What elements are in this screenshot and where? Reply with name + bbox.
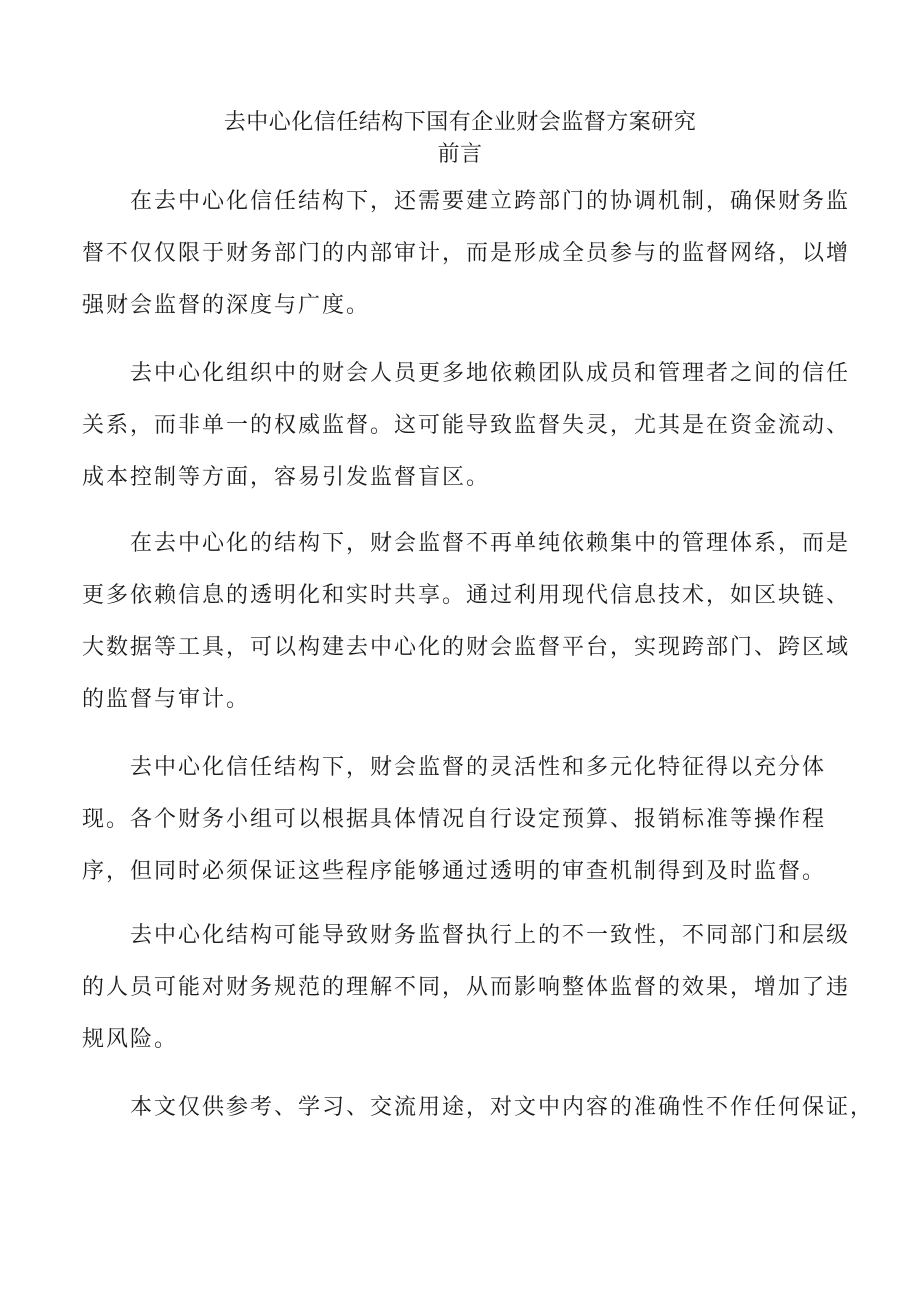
paragraph-line: 的监督与审计。 (82, 687, 251, 712)
paragraph-line: 去中心化结构可能导致财务监督执行上的不一致性，不同部门和层级 (130, 923, 851, 948)
paragraph-line: 现。各个财务小组可以根据具体情况自行设定预算、报销标准等操作程 (82, 807, 827, 832)
paragraph (82, 910, 850, 1066)
paragraph-line: 的人员可能对财务规范的理解不同，从而影响整体监督的效果，增加了违 (82, 975, 851, 1000)
paragraph-line: 去中心化信任结构下，财会监督的灵活性和多元化特征得以充分体 (130, 755, 827, 780)
document-title: 去中心化信任结构下国有企业财会监督方案研究 (223, 110, 697, 135)
paragraph-line: 去中心化组织中的财会人员更多地依赖团队成员和管理者之间的信任 (130, 361, 851, 386)
paragraph-line: 序，但同时必须保证这些程序能够通过透明的审查机制得到及时监督。 (82, 859, 827, 884)
paragraph-line: 强财会监督的深度与广度。 (82, 293, 371, 318)
paragraph-line: 成本控制等方面，容易引发监督盲区。 (82, 465, 491, 490)
paragraph-line: 在去中心化的结构下，财会监督不再单纯依赖集中的管理体系，而是 (130, 531, 851, 556)
document-subtitle: 前言 (437, 142, 483, 167)
paragraph (82, 742, 826, 898)
paragraph-line: 关系，而非单一的权威监督。这可能导致监督失灵，尤其是在资金流动、 (82, 413, 851, 438)
paragraph-line: 督不仅仅限于财务部门的内部审计，而是形成全员参与的监督网络，以增 (82, 241, 851, 266)
paragraph (82, 1082, 874, 1134)
paragraph-line: 本文仅供参考、学习、交流用途，对文中内容的准确性不作任何保证， (130, 1095, 875, 1120)
paragraph-line: 在去中心化信任结构下，还需要建立跨部门的协调机制，确保财务监 (130, 189, 851, 214)
paragraph (82, 348, 850, 504)
paragraph (82, 176, 850, 332)
paragraph (82, 518, 850, 726)
paragraph-line: 更多依赖信息的透明化和实时共享。通过利用现代信息技术，如区块链、 (82, 583, 851, 608)
paragraph-line: 规风险。 (82, 1027, 179, 1052)
paragraph-line: 大数据等工具，可以构建去中心化的财会监督平台，实现跨部门、跨区域 (82, 635, 851, 660)
